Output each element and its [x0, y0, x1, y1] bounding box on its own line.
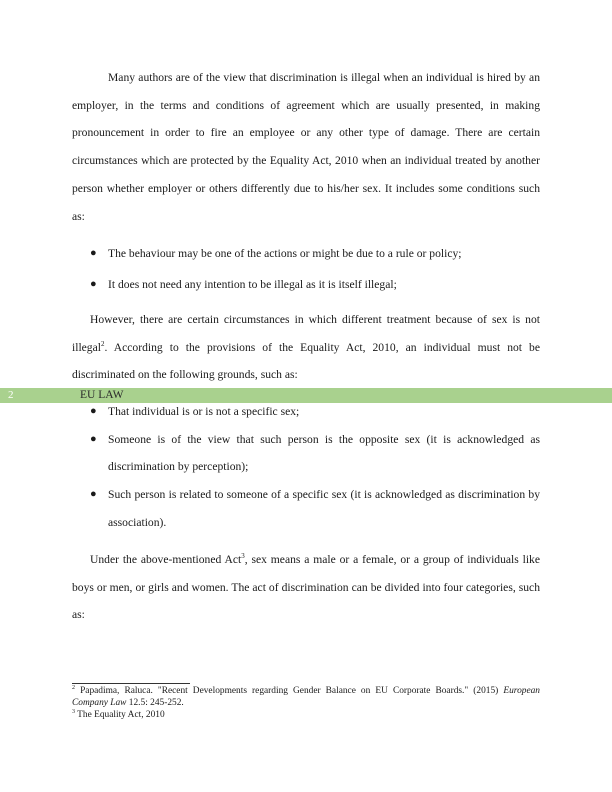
bullet-dot-icon: ● [90, 488, 97, 501]
paragraph-definition-text-a: Under the above-mentioned Act [90, 553, 242, 566]
footnote-ref-3[interactable]: 3 [241, 552, 245, 561]
paragraph-exceptions-text-b: . According to the provisions of the Equality Act, 2010, an individual must not be discriminated on the following grounds, such as: [72, 340, 540, 382]
footnote-marker: 2 [72, 684, 75, 691]
bullet-dot-icon: ● [90, 432, 97, 445]
paragraph-intro-text: Many authors are of the view that discrimination is illegal when an individual is hired by an employer, in the terms and conditions of agreement which are usually presented, in making pronouncement in order to fire an employee or any other type of damage. There are certain circumstances which are protected by the Equality Act, 2010 when an individual treated by another person whether employer or others differently due to his/her sex. It includes some conditions such as: [72, 71, 540, 223]
footnote-journal: European Company Law [72, 686, 540, 709]
list-item-text: Such person is related to someone of a specific sex (it is acknowledged as discrimination by association). [108, 488, 540, 529]
bullet-list-grounds [72, 398, 540, 537]
footnotes [72, 685, 540, 722]
page-number: 2 [8, 389, 14, 401]
footnote-text: The Equality Act, 2010 [75, 710, 165, 721]
bullet-dot-icon: ● [90, 405, 97, 417]
bullet-dot-icon: ● [90, 277, 97, 290]
list-item [72, 271, 540, 299]
paragraph-exceptions-text-a: However, there are certain circumstances in which different treatment because of sex is not illegal [72, 313, 540, 354]
paragraph-definition-text-b: , sex means a male or a female, or a group of individuals like boys or men, or girls and women. The act of discrimination can be divided into four categories, such as: [72, 553, 540, 622]
bullet-list-conditions [72, 240, 540, 298]
list-item-text: That individual is or is not a specific sex; [108, 405, 300, 418]
list-item [72, 398, 540, 426]
list-item-text: Someone is of the view that such person is the opposite sex (it is acknowledged as discrimination by perception); [108, 432, 540, 474]
paragraph-exceptions [72, 306, 540, 389]
footnote-text: Papadima, Raluca. "Recent Developments regarding Gender Balance on EU Corporate Boards." (2015) [75, 686, 504, 696]
list-item [72, 240, 540, 268]
paragraph-intro [72, 64, 540, 230]
paragraph-definition [72, 546, 540, 629]
list-item-text: It does not need any intention to be illegal as it is itself illegal; [108, 277, 397, 291]
bullet-dot-icon: ● [90, 247, 97, 259]
footnote-2 [72, 685, 540, 709]
running-title: EU LAW [80, 389, 124, 401]
footnote-text-end: 12.5: 245-252. [126, 698, 184, 709]
list-item-text: The behaviour may be one of the actions or might be due to a rule or policy; [108, 247, 462, 260]
footnote-ref-2[interactable]: 2 [100, 339, 105, 348]
footnote-3 [72, 709, 540, 721]
list-item [72, 426, 540, 481]
footnote-marker: 3 [72, 709, 75, 716]
footnote-separator [72, 683, 190, 684]
list-item [72, 481, 540, 536]
